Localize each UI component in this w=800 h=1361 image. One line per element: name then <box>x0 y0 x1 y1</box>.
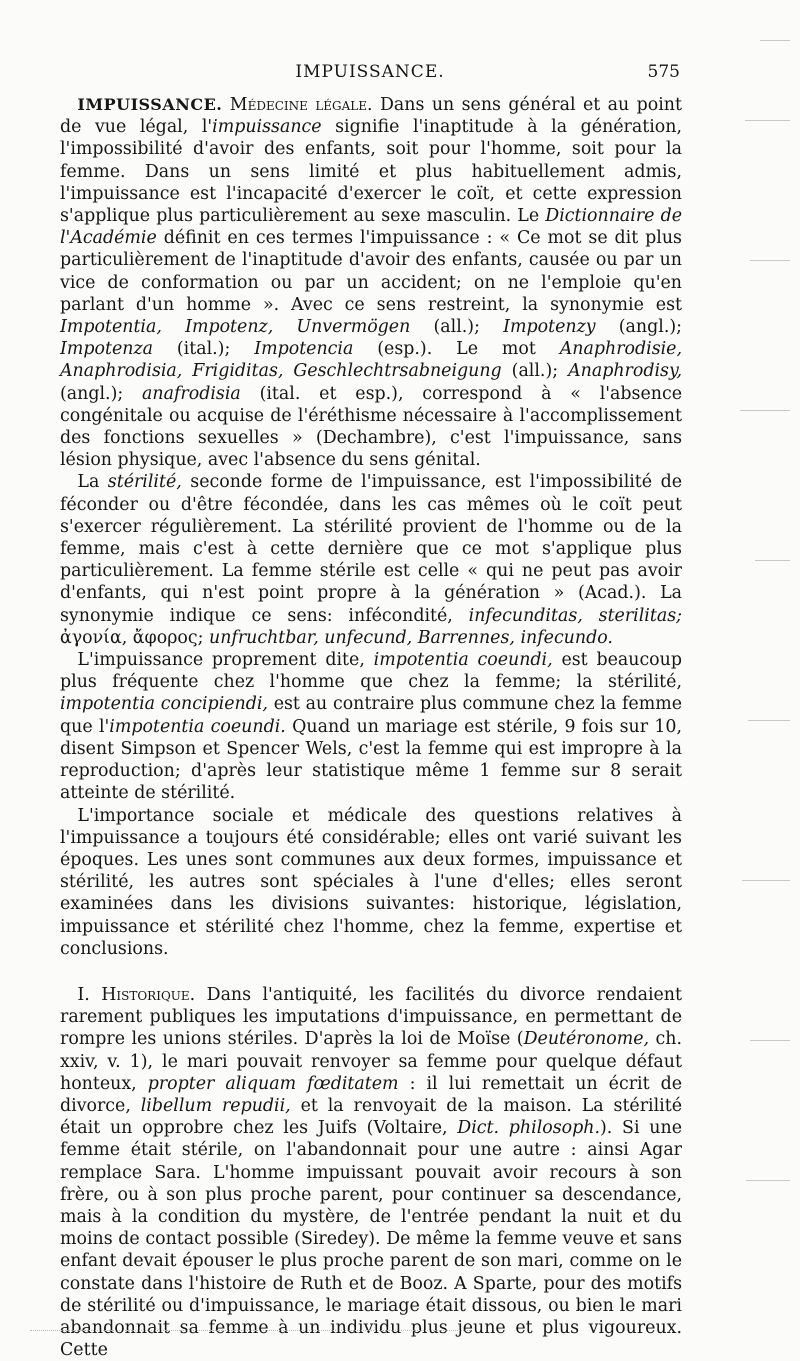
text-segment: (angl.); <box>595 317 682 338</box>
text-segment: (all.); <box>410 317 504 338</box>
italic-term: Impotencia <box>254 339 354 360</box>
paragraph-importance <box>60 805 682 960</box>
text-segment: (ital.); <box>152 339 255 360</box>
scan-margin-bleed <box>720 0 800 1361</box>
scan-artifact <box>745 120 790 121</box>
text-segment: L'impuissance proprement dite, <box>77 650 374 671</box>
italic-term: Impotenzy <box>503 317 596 338</box>
text-segment: L'importance sociale et médicale des questions relatives à l'impuissance a toujours été considérable; elles ont varié suivant les époques. Les unes sont communes aux deux formes, impuissance et stérilité, les autres sont spéciales à l'une d'elles; elles seront examinées dans les divisions suivantes: historique, législation, impuissance et stérilité chez l'homme, chez la femme, expertise et conclusions. <box>60 805 682 959</box>
text-segment: ch. xxiv, v. 1), le mari pouvait renvoyer sa femme pour quelque défaut honteux, <box>60 1029 683 1094</box>
text-segment: (ital. et esp.), correspond à « l'absence congénitale ou acquise de l'éréthisme nécessaire à l'accomplissement des fonctions sexuelles » (Dechambre), c'est l'impuissance, sans lésion physique, avec l'absence du sens génital. <box>60 383 683 471</box>
paragraph-definition <box>60 94 682 471</box>
text-segment: est beaucoup plus fréquente chez l'homme que chez la femme; la stérilité, <box>60 650 682 693</box>
text-segment: seconde forme de l'impuissance, est l'impossibilité de féconder ou d'être fécondée, dans les cas mêmes où le coït peut s'exercer régulièrement. La stérilité provient de l'homme ou de la femme, mais c'est à cette dernière que ce mot s'applique plus particulièrement. La femme stérile est celle « qui ne peut pas avoir d'enfants, qui n'est point propre à la génération » (Acad.). La synonymie indique ce sens: infécondité, <box>60 472 682 626</box>
running-title: IMPUISSANCE. <box>295 62 445 82</box>
scan-artifact <box>748 720 790 721</box>
text-segment: Dans un sens général et au point de vue légal, l' <box>60 95 682 138</box>
italic-term: unfruchtbar, unfecund, Barrennes, infecundo. <box>209 627 613 648</box>
text-segment: et la renvoyait de la maison. La stérilité était un opprobre chez les Juifs (Voltaire, <box>60 1095 683 1139</box>
italic-term: Anaphrodisie, Anaphrodisia, Frigiditas, Geschlechtrsabneigung <box>60 339 682 382</box>
article-body <box>60 94 682 1361</box>
italic-term: Deutéronome, <box>523 1029 650 1050</box>
text-segment: signifie l'inaptitude à la génération, l'impossibilité d'avoir des enfants, soit pour l'homme, soit pour la femme. Dans un sens limité et plus habituellement admis, l'impuissance est l'incapacité d'exercer le coït, et cette expression s'applique plus particulièrement au sexe masculin. Le <box>60 117 682 227</box>
scan-artifact <box>750 260 790 261</box>
text-segment: (esp.). Le mot <box>353 339 560 360</box>
scan-artifact <box>755 560 790 561</box>
text-segment: est au contraire plus commune chez la femme que l' <box>60 694 683 737</box>
text-segment: : il lui remettait un écrit de divorce, <box>60 1073 682 1116</box>
italic-term: impotentia coeundi, <box>373 650 553 671</box>
italic-term: anafrodisia <box>142 383 241 404</box>
text-segment: définit en ces termes l'impuissance : « Ce mot se dit plus particulièrement de l'inaptitude d'avoir des enfants, causée ou par un vice de conformation ou par un accident; on ne l'emploie qu'en parlant d'un homme ». Avec ce sens restreint, la synonymie est <box>60 228 682 315</box>
text-segment: ἀγονία, ἄφορος; <box>60 627 210 648</box>
scan-artifact <box>746 1180 790 1181</box>
section-heading: I. Historique. <box>77 984 196 1005</box>
italic-term: Dict. philosoph. <box>457 1118 600 1139</box>
text-segment: (angl.); <box>60 383 143 404</box>
scan-artifact <box>742 880 790 881</box>
scan-artifact <box>740 410 790 411</box>
italic-term: stérilité, <box>107 472 182 493</box>
scan-artifact <box>750 1040 790 1041</box>
section-label: Médecine légale. <box>229 95 373 115</box>
italic-term: propter aliquam fœditatem <box>147 1073 399 1094</box>
section-spacer <box>60 960 682 984</box>
italic-term: impotentia coeundi. <box>109 716 286 737</box>
paragraph-impotentia <box>60 649 682 804</box>
italic-term: Anaphrodisy, <box>568 361 682 382</box>
text-segment: Dans l'antiquité, les facilités du divorce rendaient rarement publiques les imputations d'impuissance, en permettant de rompre les unions stériles. D'après la loi de Moïse ( <box>60 984 682 1050</box>
italic-term: impuissance <box>212 117 322 138</box>
paragraph-sterility <box>60 471 682 649</box>
italic-term: impotentia concipiendi, <box>60 694 268 715</box>
page-number: 575 <box>647 62 680 82</box>
italic-term: infecunditas, sterilitas; <box>468 605 682 626</box>
italic-term: Impotenza <box>60 339 153 360</box>
page-header <box>60 62 680 92</box>
italic-term: Impotentia, Impotenz, Unvermögen <box>60 317 411 338</box>
entry-headword: IMPUISSANCE. <box>77 95 223 114</box>
paragraph-historique <box>60 984 682 1361</box>
bottom-bleed-rule <box>30 1330 470 1331</box>
text-segment: (all.); <box>501 361 569 382</box>
italic-term: libellum repudii, <box>140 1095 291 1116</box>
scan-artifact <box>760 40 790 41</box>
italic-term: Dictionnaire de l'Académie <box>60 206 682 249</box>
text-segment: La <box>77 472 108 493</box>
text-segment: ). Si une femme était stérile, on l'abandonnait pour une autre : ainsi Agar remplace Sara. L'homme impuissant pouvait avoir recours à son frère, ou à son plus proche parent, pour continuer sa descendance, mais à la condition du mystère, de l'entrée pendant la nuit et du moins de contact possible (Siredey). De même la femme veuve et sans enfant devait épouser le plus proche parent de son mari, comme on le constate dans l'histoire de Ruth et de Booz. A Sparte, pour des motifs de stérilité ou d'impuissance, le mariage était dissous, ou bien le mari abandonnait sa femme à un individu plus jeune et plus vigoureux. Cette <box>60 1118 682 1361</box>
text-segment: Quand un mariage est stérile, 9 fois sur 10, disent Simpson et Spencer Wels, c'est la femme qui est impropre à la reproduction; d'après leur statistique même 1 femme sur 8 serait atteinte de stérilité. <box>60 716 682 804</box>
